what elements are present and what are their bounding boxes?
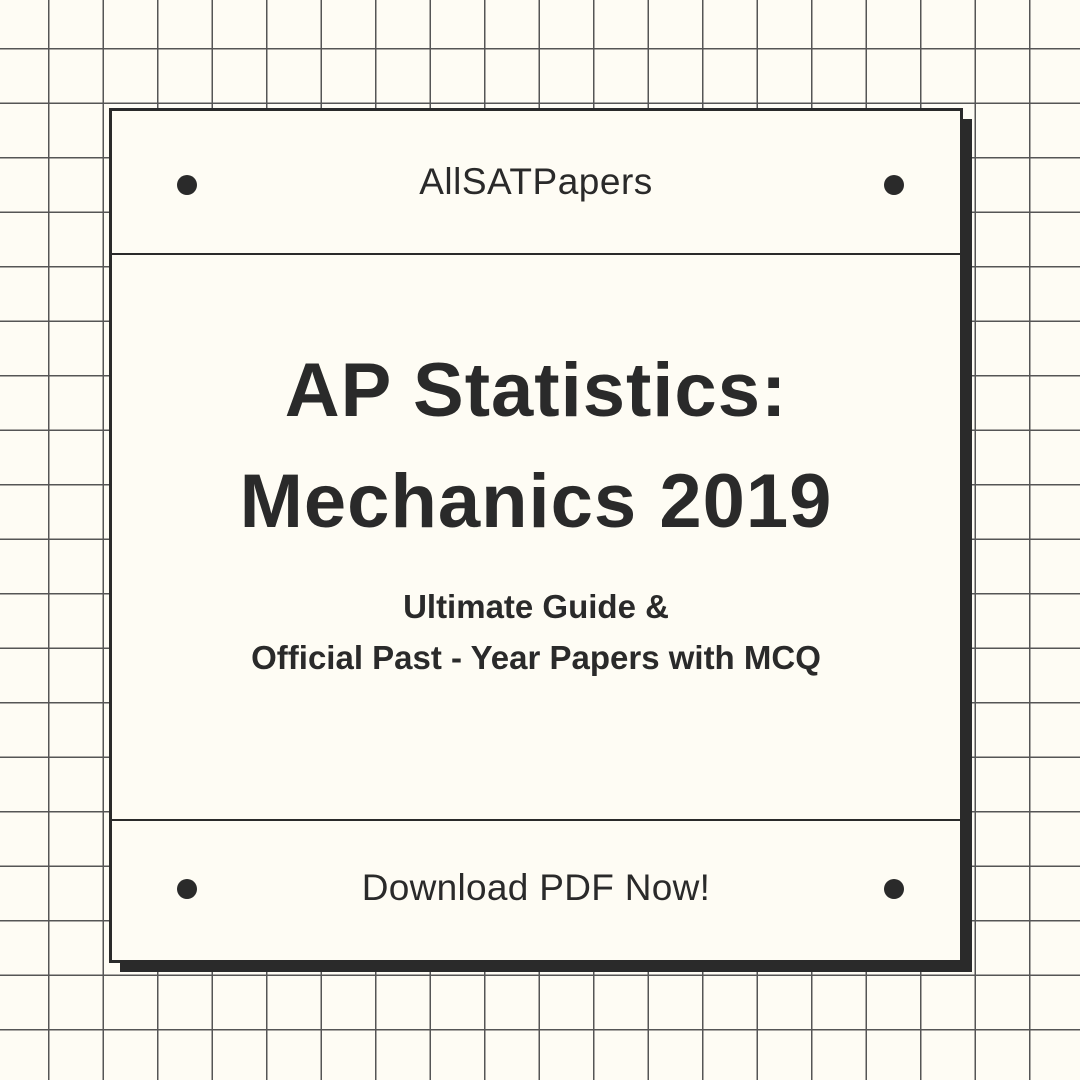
card-footer (112, 819, 960, 960)
brand-name: AllSATPapers (419, 161, 653, 202)
bullet-dot-icon (884, 879, 904, 899)
download-cta[interactable]: Download PDF Now! (361, 867, 711, 908)
card-header (112, 111, 960, 255)
bullet-dot-icon (884, 175, 904, 195)
subtitle-line-1: Ultimate Guide & (403, 588, 669, 625)
title-line-1: AP Statistics: (284, 348, 788, 433)
title-line-2: Mechanics 2019 (239, 459, 833, 544)
promo-card (109, 108, 963, 963)
subtitle-line-2: Official Past - Year Papers with MCQ (251, 639, 821, 676)
subtitle (112, 581, 960, 683)
page-title (112, 335, 960, 557)
